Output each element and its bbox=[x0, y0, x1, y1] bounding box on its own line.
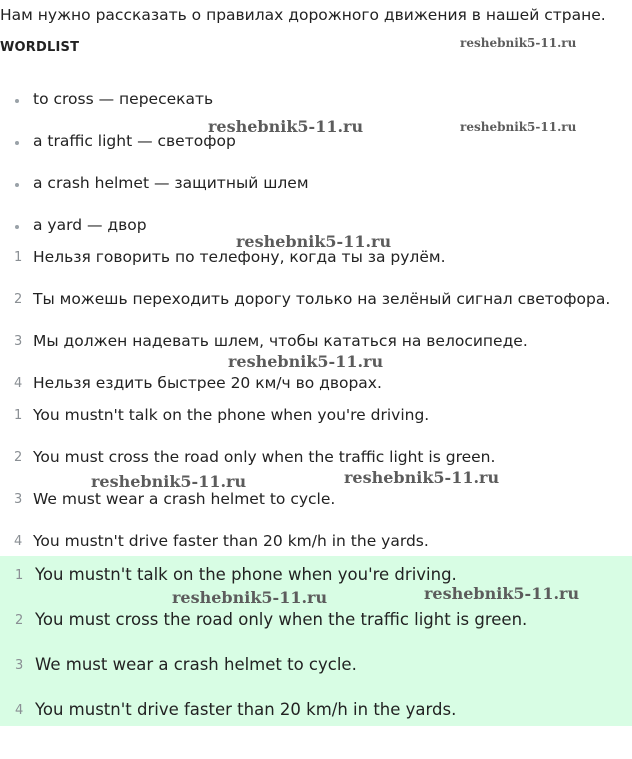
item-text: Нельзя ездить быстрее 20 км/ч во дворах. bbox=[33, 374, 382, 392]
item-number: 2 bbox=[14, 450, 23, 465]
wordlist-title: WORDLIST bbox=[0, 40, 80, 55]
answer-block bbox=[0, 556, 632, 726]
item-number: 3 bbox=[14, 334, 23, 349]
intro-text: Нам нужно рассказать о правилах дорожного движения в нашей стране. bbox=[0, 6, 606, 24]
watermark: reshebnik5-11.ru bbox=[236, 232, 392, 251]
watermark: reshebnik5-11.ru bbox=[228, 352, 384, 371]
item-text: Нельзя говорить по телефону, когда ты за рулём. bbox=[33, 248, 446, 266]
item-text: You mustn't drive faster than 20 km/h in the yards. bbox=[35, 700, 457, 719]
wordlist-item-text: a crash helmet — защитный шлем bbox=[33, 174, 309, 192]
item-text: Ты можешь переходить дорогу только на зелёный сигнал светофора. bbox=[33, 290, 611, 308]
watermark: reshebnik5-11.ru bbox=[460, 120, 577, 134]
item-text: You must cross the road only when the traffic light is green. bbox=[33, 448, 496, 466]
watermark: reshebnik5-11.ru bbox=[460, 36, 577, 50]
item-number: 1 bbox=[15, 568, 24, 583]
watermark: reshebnik5-11.ru bbox=[344, 468, 500, 487]
item-text: Мы должен надевать шлем, чтобы кататься на велосипеде. bbox=[33, 332, 528, 350]
item-text: We must wear a crash helmet to cycle. bbox=[35, 655, 357, 674]
item-number: 4 bbox=[14, 534, 23, 549]
bullet-icon bbox=[15, 141, 19, 145]
bullet-icon bbox=[15, 183, 19, 187]
watermark: reshebnik5-11.ru bbox=[172, 588, 328, 607]
bullet-icon bbox=[15, 99, 19, 103]
wordlist-item-text: a traffic light — светофор bbox=[33, 132, 236, 150]
watermark: reshebnik5-11.ru bbox=[424, 584, 580, 603]
wordlist-item-text: a yard — двор bbox=[33, 216, 147, 234]
item-number: 3 bbox=[15, 658, 24, 673]
item-text: You mustn't talk on the phone when you're driving. bbox=[35, 565, 457, 584]
watermark: reshebnik5-11.ru bbox=[208, 117, 364, 136]
item-number: 1 bbox=[14, 408, 23, 423]
watermark: reshebnik5-11.ru bbox=[91, 472, 247, 491]
item-text: You must cross the road only when the traffic light is green. bbox=[35, 610, 528, 629]
item-number: 1 bbox=[14, 250, 23, 265]
bullet-icon bbox=[15, 225, 19, 229]
item-number: 4 bbox=[15, 703, 24, 718]
item-number: 2 bbox=[14, 292, 23, 307]
wordlist-item-text: to cross — пересекать bbox=[33, 90, 214, 108]
item-number: 3 bbox=[14, 492, 23, 507]
item-number: 4 bbox=[14, 376, 23, 391]
item-text: You mustn't talk on the phone when you're driving. bbox=[33, 406, 430, 424]
item-number: 2 bbox=[15, 613, 24, 628]
item-text: We must wear a crash helmet to cycle. bbox=[33, 490, 336, 508]
item-text: You mustn't drive faster than 20 km/h in the yards. bbox=[33, 532, 429, 550]
